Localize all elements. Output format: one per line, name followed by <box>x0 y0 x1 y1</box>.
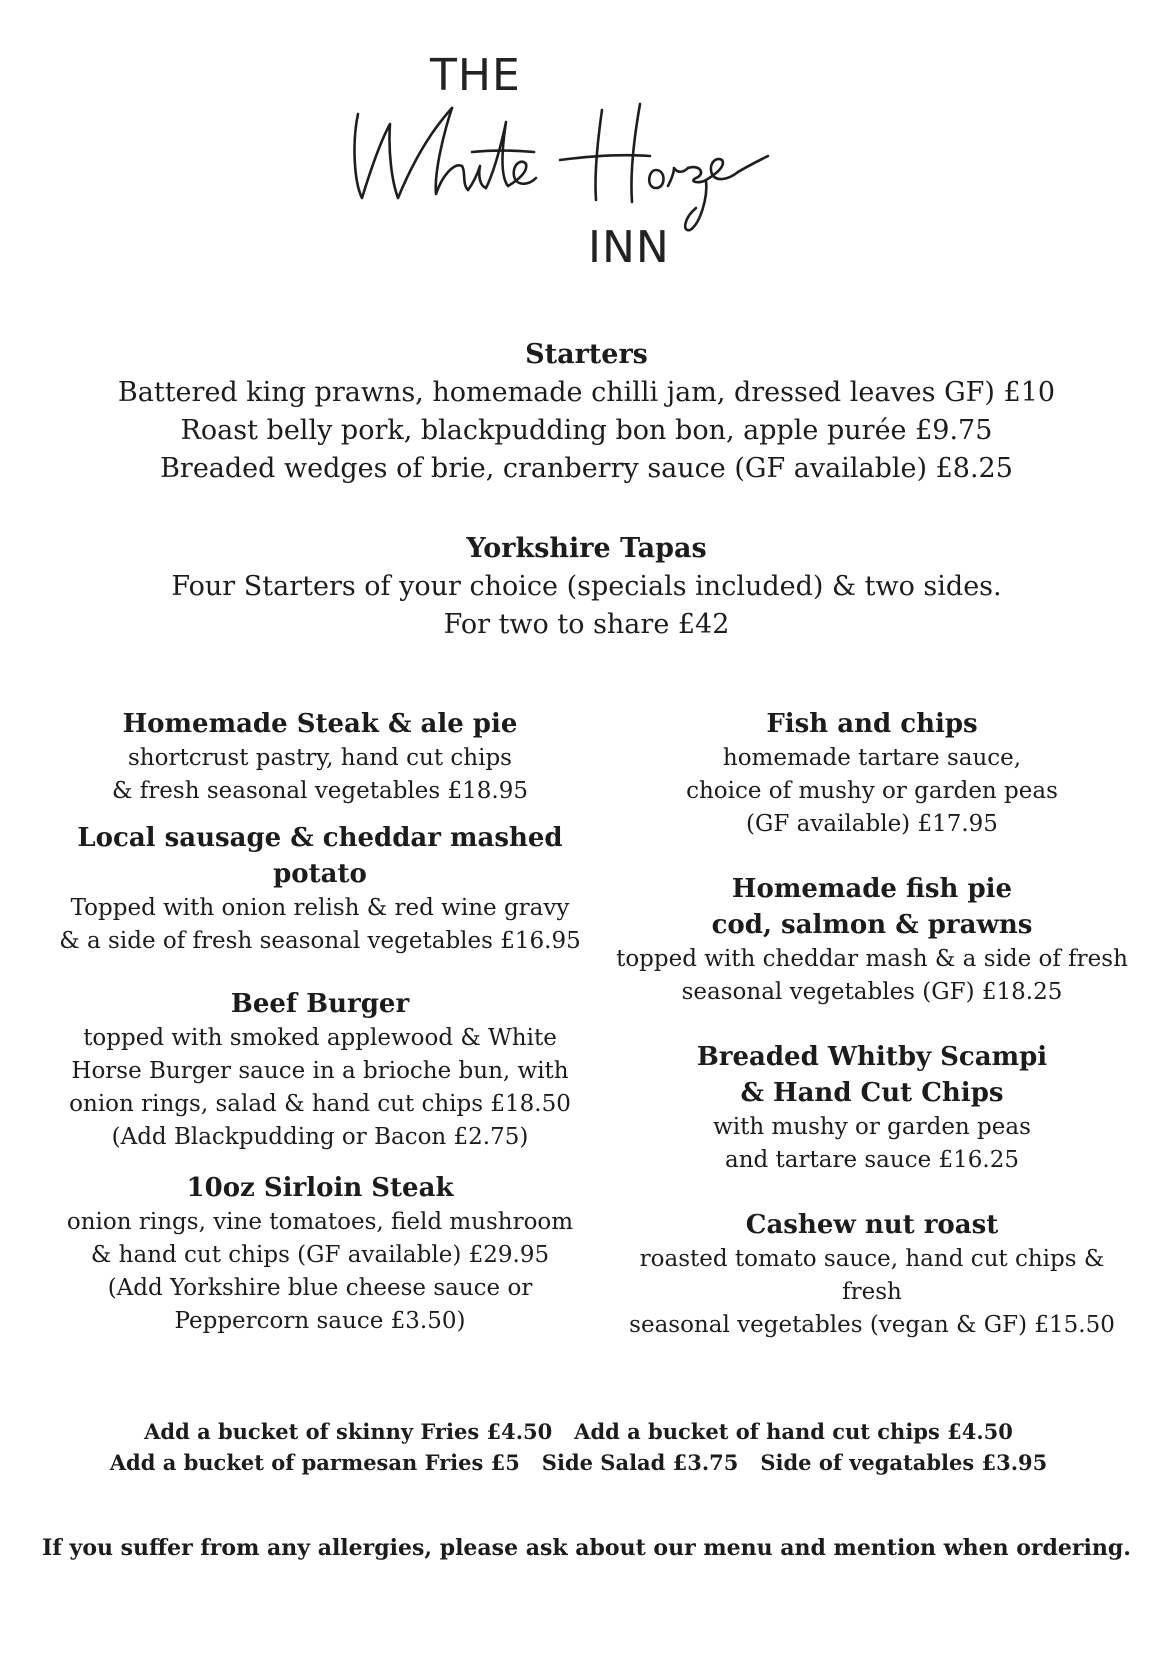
right-column <box>612 706 1132 1342</box>
allergy-notice: If you suffer from any allergies, please ask about our menu and mention when ordering. <box>42 1535 1131 1561</box>
dish-sausage-mash <box>40 820 600 958</box>
dish-desc: shortcrust pastry, hand cut chips <box>128 745 512 771</box>
starters-title: Starters <box>525 339 648 370</box>
tapas-line: Four Starters of your choice (specials included) & two sides. <box>171 571 1002 602</box>
dish-fish-and-chips <box>612 706 1132 841</box>
dish-title: 10oz Sirloin Steak <box>186 1173 454 1203</box>
dish-desc: (Add Yorkshire blue cheese sauce or <box>107 1275 533 1301</box>
dish-title: Local sausage & cheddar mashed potato <box>77 823 563 889</box>
dish-desc: topped with cheddar mash & a side of fresh <box>616 946 1128 972</box>
dish-title: & Hand Cut Chips <box>740 1078 1004 1108</box>
dish-desc: & a side of fresh seasonal vegetables £16.95 <box>59 928 581 954</box>
sides-line: Add a bucket of parmesan Fries £5 Side Salad £3.75 Side of vegatables £3.95 <box>109 1450 1048 1475</box>
dish-whitby-scampi <box>612 1039 1132 1177</box>
dish-title: Homemade Steak & ale pie <box>122 709 518 739</box>
dish-desc: (Add Blackpudding or Bacon £2.75) <box>111 1124 529 1150</box>
logo-script <box>350 102 820 237</box>
dish-cashew-nut-roast <box>612 1207 1132 1342</box>
dish-desc: Topped with onion relish & red wine gravy <box>70 895 570 921</box>
dish-title: Fish and chips <box>766 709 978 739</box>
dish-steak-ale-pie <box>40 706 600 808</box>
dish-desc: seasonal vegetables (vegan & GF) £15.50 <box>629 1312 1115 1338</box>
logo-the: THE <box>430 50 521 101</box>
dish-desc: Peppercorn sauce £3.50) <box>174 1308 466 1334</box>
dish-desc: Horse Burger sauce in a brioche bun, with <box>71 1058 569 1084</box>
starter-item: Roast belly pork, blackpudding bon bon, apple purée £9.75 <box>180 415 993 446</box>
white-horse-script-logo <box>350 102 820 237</box>
tapas-title: Yorkshire Tapas <box>466 533 707 564</box>
logo-inn: INN <box>588 222 670 273</box>
dish-desc: & hand cut chips (GF available) £29.95 <box>90 1242 550 1268</box>
dish-desc: & fresh seasonal vegetables £18.95 <box>112 778 528 804</box>
dish-desc: homemade tartare sauce, <box>722 745 1022 771</box>
dish-desc: with mushy or garden peas <box>713 1114 1031 1140</box>
dish-desc: onion rings, salad & hand cut chips £18.50 <box>69 1091 571 1117</box>
dish-desc: roasted tomato sauce, hand cut chips & fresh <box>639 1246 1105 1305</box>
dish-desc: seasonal vegetables (GF) £18.25 <box>681 979 1063 1005</box>
starter-item: Breaded wedges of brie, cranberry sauce (GF available) £8.25 <box>160 453 1013 484</box>
starter-item: Battered king prawns, homemade chilli jam, dressed leaves GF) £10 <box>117 377 1056 408</box>
starters-section <box>0 336 1173 488</box>
dish-title: Beef Burger <box>230 989 410 1019</box>
allergy-notice-section <box>0 1533 1173 1563</box>
dish-beef-burger <box>40 986 600 1154</box>
left-column <box>40 706 600 1338</box>
dish-title: Homemade fish pie <box>731 874 1013 904</box>
sides-section <box>0 1416 1165 1478</box>
dish-title: cod, salmon & prawns <box>711 910 1033 940</box>
tapas-section <box>0 530 1173 644</box>
tapas-line: For two to share £42 <box>443 609 730 640</box>
sides-line: Add a bucket of skinny Fries £4.50 Add a bucket of hand cut chips £4.50 <box>144 1419 1013 1444</box>
dish-title: Cashew nut roast <box>745 1210 999 1240</box>
dish-sirloin-steak <box>40 1170 600 1338</box>
dish-desc: choice of mushy or garden peas <box>686 778 1058 804</box>
dish-desc: onion rings, vine tomatoes, field mushroom <box>66 1209 574 1235</box>
dish-desc: and tartare sauce £16.25 <box>725 1147 1019 1173</box>
dish-title: Breaded Whitby Scampi <box>696 1042 1048 1072</box>
dish-fish-pie <box>612 871 1132 1009</box>
dish-desc: topped with smoked applewood & White <box>83 1025 557 1051</box>
dish-desc: (GF available) £17.95 <box>746 811 998 837</box>
